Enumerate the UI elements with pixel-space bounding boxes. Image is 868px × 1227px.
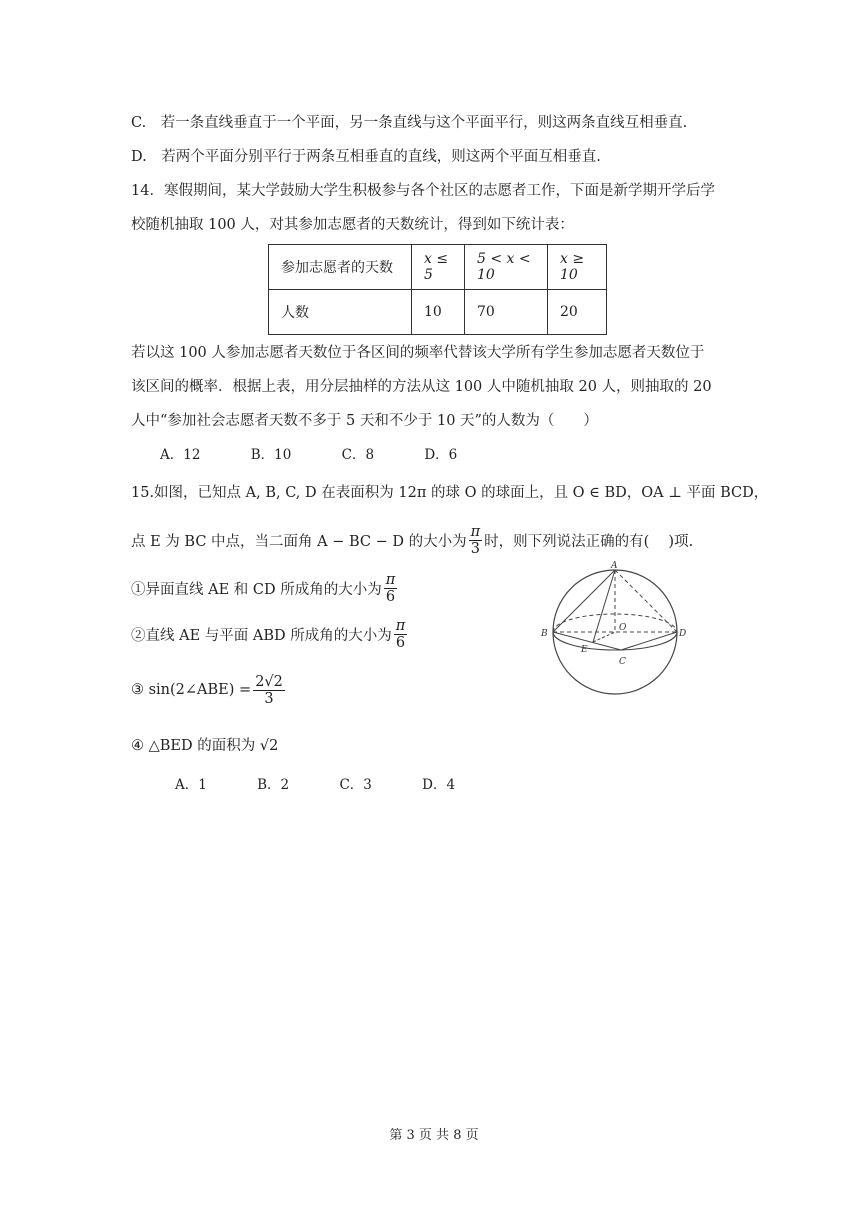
q15-statement-1 [131, 568, 399, 608]
q14-options [160, 445, 503, 465]
pi-over-3: $\frac{\pi}{3}$ [470, 523, 481, 557]
label-c: C [619, 657, 626, 667]
option-b: B．10 [250, 447, 292, 463]
table-cell: 参加志愿者的天数 [269, 245, 412, 290]
page-footer: 第 3 页 共 8 页 [389, 1128, 479, 1143]
q13-option-d: D. 若两个平面分别平行于两条互相垂直的直线，则这两个平面互相垂直. [131, 149, 601, 165]
option-d: D．6 [424, 447, 458, 463]
option-b: B．2 [257, 777, 290, 793]
pi-over-6: $\frac{\pi}{6}$ [395, 617, 406, 651]
table-row [269, 245, 607, 290]
option-c: C．8 [341, 447, 375, 463]
table-cell: 20 [548, 290, 607, 335]
label-a: A [611, 561, 618, 571]
q14-after-line2: 该区间的概率．根据上表，用分层抽样的方法从这 100 人中随机抽取 20 人，则抽取的 20 [131, 379, 712, 395]
q15-statement-4: ④ △BED 的面积为 √2 [131, 738, 279, 754]
statement-3-text: ③ sin(2∠ABE) = [131, 682, 252, 698]
sphere-figure [535, 560, 695, 700]
two-root-two-over-three: $\frac{2√2}{3}$ [255, 673, 283, 707]
table-cell: x ≤ 5 [412, 245, 465, 290]
q13-option-c: C. 若一条直线垂直于一个平面，另一条直线与这个平面平行，则这两条直线互相垂直. [131, 115, 688, 131]
label-b: B [541, 629, 548, 639]
q14-stem-line2: 校随机抽取 100 人，对其参加志愿者的天数统计，得到如下统计表： [131, 217, 574, 233]
q15-statement-2 [131, 614, 409, 654]
label-o: O [619, 623, 627, 633]
option-a: A．12 [160, 447, 201, 463]
option-a: A．1 [175, 777, 207, 793]
table-cell: 人数 [269, 290, 412, 335]
q15-statement-3 [131, 668, 287, 712]
q14-stem-line1: 14．寒假期间，某大学鼓励大学生积极参与各个社区的志愿者工作，下面是新学期开学后学 [131, 183, 715, 199]
pi-over-6: $\frac{\pi}{6}$ [385, 571, 396, 605]
table-cell: 10 [412, 290, 465, 335]
label-e: E [581, 645, 588, 655]
q15-line1: 15.如图，已知点 A, B, C, D 在表面积为 12π 的球 O 的球面上，且 O ∈ BD，OA ⊥ 平面 BCD， [131, 485, 769, 501]
q15-line2-pre: 点 E 为 BC 中点，当二面角 A − BC − D 的大小为 [131, 533, 467, 550]
label-d: D [679, 629, 687, 639]
table-row [269, 290, 607, 335]
table-cell: x ≥ 10 [548, 245, 607, 290]
statement-1-text: ①异面直线 AE 和 CD 所成角的大小为 [131, 581, 382, 598]
stat-table [268, 244, 607, 335]
q15-line2-post: 时，则下列说法正确的有( )项. [484, 533, 694, 550]
option-c: C．3 [339, 777, 372, 793]
q15-line2 [131, 520, 693, 560]
statement-2-text: ②直线 AE 与平面 ABD 所成角的大小为 [131, 627, 392, 644]
q14-after-line3: 人中“参加社会志愿者天数不多于 5 天和不少于 10 天”的人数为（ ） [131, 413, 598, 429]
table-cell: 70 [465, 290, 548, 335]
q15-options [175, 775, 501, 795]
table-cell: 5 < x < 10 [465, 245, 548, 290]
option-d: D．4 [422, 777, 456, 793]
equator-front [553, 632, 677, 650]
segment-eo [593, 632, 615, 642]
q14-after-line1: 若以这 100 人参加志愿者天数位于各区间的频率代替该大学所有学生参加志愿者天数位于 [131, 345, 705, 361]
